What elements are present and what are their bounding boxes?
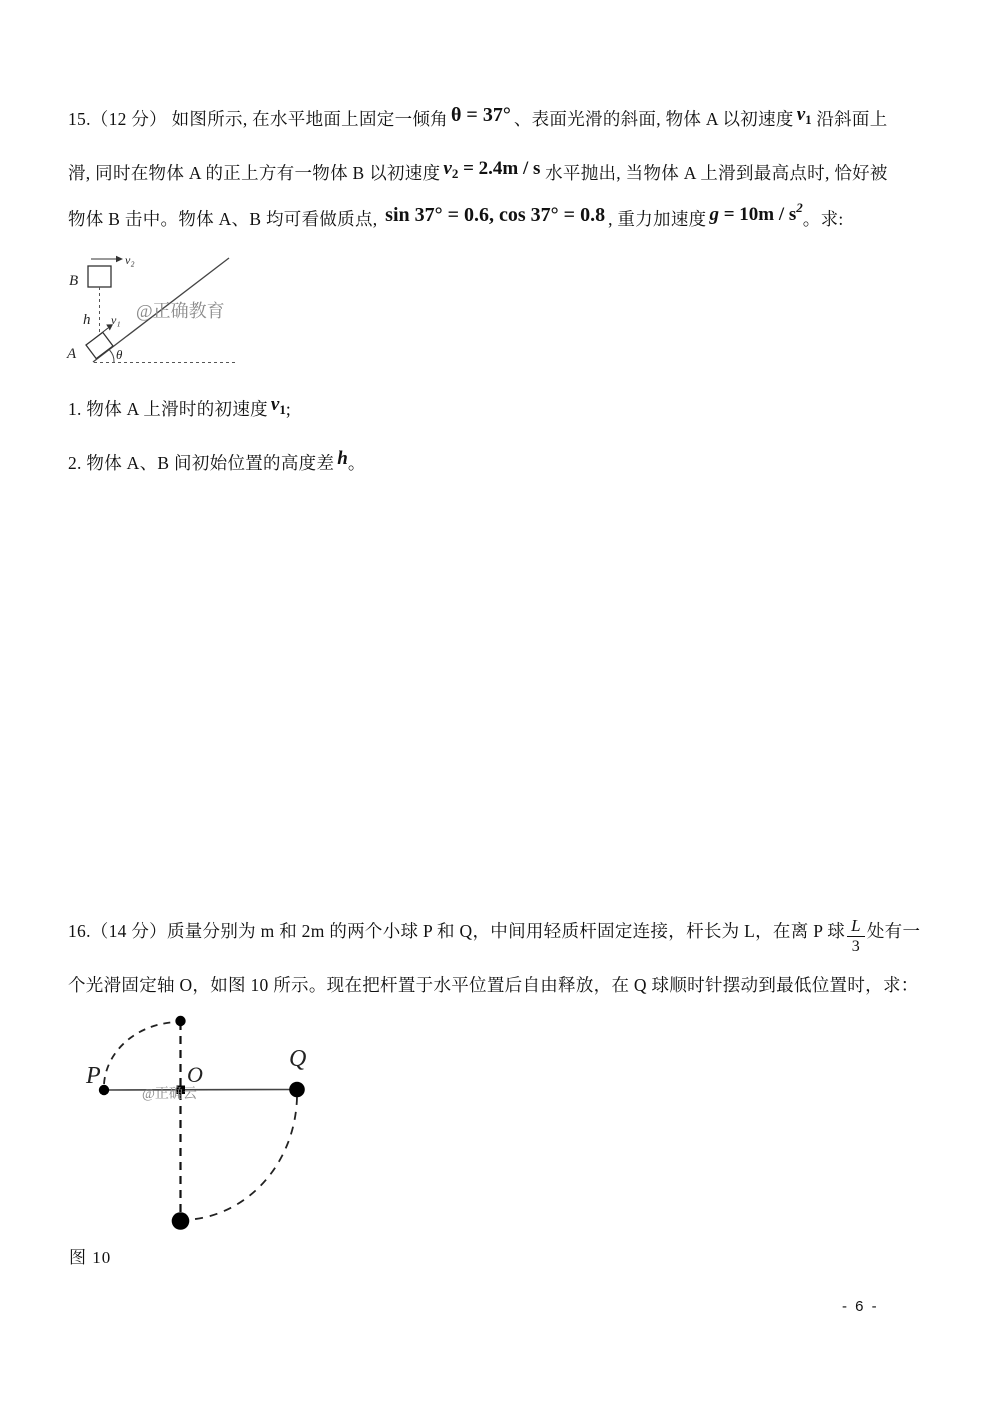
p15-line3-suffix: 。求:	[802, 209, 844, 229]
p15-line3-mid: , 重力加速度	[608, 209, 707, 229]
p16-line1-prefix: 16.（14 分）质量分别为 m 和 2m 的两个小球 P 和 Q，中间用轻质杆固定连接，杆长为 L，在离 P 球	[68, 921, 846, 941]
p15-line3-prefix: 物体 B 击中。物体 A、B 均可看做质点,	[68, 209, 378, 229]
figure-caption: 图 10	[69, 1248, 112, 1267]
p15-line1	[68, 104, 942, 136]
rod-line	[104, 1090, 297, 1091]
q1-text: 1. 物体 A 上滑时的初速度	[68, 399, 268, 419]
equation-v1: $v_1$	[796, 104, 812, 127]
h-label: h	[83, 312, 91, 328]
fraction-L-over-3: $\frac{L}{3}$	[847, 917, 865, 955]
block-A-label: A	[67, 346, 77, 362]
block-B-label: B	[69, 273, 79, 289]
p16-line1	[68, 916, 942, 955]
p16-line2-text: 个光滑固定轴 O，如图 10 所示。现在把杆置于水平位置后自由释放，在 Q 球顺时针摆动到最低位置时，求：	[68, 975, 919, 995]
angle-arc	[110, 350, 115, 362]
theta-label: θ	[116, 347, 123, 362]
q1-v1: $v_1$	[270, 394, 286, 417]
watermark-text: @正确云	[142, 1087, 197, 1102]
q2-text: 2. 物体 A、B 间初始位置的高度差	[68, 453, 335, 473]
p15-question-1	[68, 394, 942, 426]
ball-P-final-position	[175, 1016, 185, 1026]
equation-g: $g = 10m / s^2$	[709, 200, 803, 225]
p15-line1-suffix: 沿斜面上	[816, 109, 888, 129]
O-label: O	[187, 1062, 203, 1087]
arc-Q-to-bottom	[181, 1097, 297, 1220]
p15-line1-prefix: 15.（12 分） 如图所示, 在水平地面上固定一倾角	[68, 109, 448, 129]
q2-h: h	[337, 448, 348, 469]
block-B	[88, 266, 111, 287]
q1-suffix: ;	[285, 399, 292, 419]
p15-line3	[68, 200, 942, 236]
p15-line2-prefix: 滑, 同时在物体 A 的正上方有一物体 B 以初速度	[68, 163, 441, 183]
p15-line2-suffix: 水平抛出, 当物体 A 上滑到最高点时, 恰好被	[545, 163, 888, 183]
arc-P-to-top	[104, 1022, 181, 1084]
p16-line1-suffix: 处有一	[866, 921, 921, 941]
figure-incline-diagram	[64, 250, 314, 372]
page-number: - 6 -	[842, 1298, 879, 1315]
ball-Q-final-position	[172, 1212, 190, 1230]
p15-question-2	[68, 448, 942, 479]
p15-line2	[68, 158, 942, 190]
equation-v2: $v_2 = 2.4m / s$	[443, 158, 541, 181]
q2-suffix: 。	[347, 453, 366, 473]
v1-label: v₁	[111, 313, 121, 327]
p16-line2	[68, 970, 942, 1000]
figure-rod-pivot-diagram	[84, 1010, 326, 1240]
ball-Q	[289, 1082, 305, 1098]
block-A	[86, 332, 113, 358]
P-label: P	[86, 1063, 101, 1089]
v2-arrowhead	[116, 256, 123, 262]
v2-label: v₂	[125, 253, 135, 267]
equation-theta: θ = 37°	[450, 104, 511, 126]
p15-line1-mid: 、表面光滑的斜面, 物体 A 以初速度	[513, 109, 794, 129]
Q-label: Q	[289, 1046, 307, 1072]
equation-trig: sin 37° = 0.6, cos 37° = 0.8	[385, 204, 606, 226]
watermark-text: @正确教育	[136, 301, 225, 321]
